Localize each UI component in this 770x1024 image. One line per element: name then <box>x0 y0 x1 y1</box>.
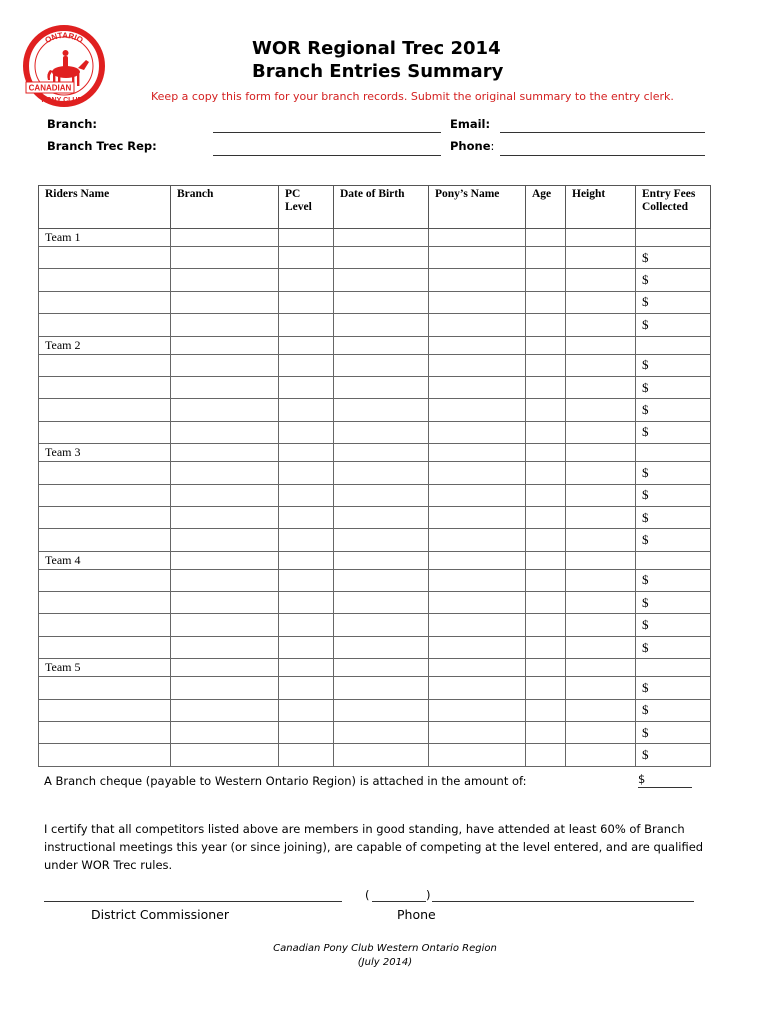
entry-cell[interactable] <box>39 399 171 421</box>
entry-fee-cell[interactable]: $ <box>636 484 711 506</box>
entry-cell[interactable] <box>171 636 279 658</box>
entry-cell[interactable] <box>334 592 429 614</box>
entry-cell[interactable] <box>334 506 429 528</box>
entry-cell[interactable] <box>279 569 334 591</box>
entry-cell[interactable] <box>279 314 334 336</box>
entry-cell[interactable] <box>39 529 171 551</box>
entry-fee-cell[interactable]: $ <box>636 699 711 721</box>
entry-cell[interactable] <box>526 636 566 658</box>
table-row <box>39 484 711 506</box>
entry-cell[interactable] <box>526 354 566 376</box>
team-row-cell <box>429 659 526 677</box>
entry-cell[interactable] <box>279 399 334 421</box>
team-row-cell <box>429 444 526 462</box>
entry-cell[interactable] <box>429 529 526 551</box>
entry-cell[interactable] <box>171 744 279 766</box>
signature-phone-label: Phone <box>397 907 436 922</box>
entry-cell[interactable] <box>279 529 334 551</box>
branch-field[interactable] <box>213 132 441 133</box>
entry-cell[interactable] <box>334 421 429 443</box>
entry-cell[interactable] <box>334 699 429 721</box>
entry-cell[interactable] <box>429 699 526 721</box>
team-row-cell <box>171 551 279 569</box>
entry-cell[interactable] <box>526 421 566 443</box>
entry-cell[interactable] <box>171 421 279 443</box>
entry-cell[interactable] <box>429 291 526 313</box>
team-row-cell <box>636 336 711 354</box>
team-row-cell <box>171 229 279 247</box>
entry-cell[interactable] <box>279 376 334 398</box>
entry-cell[interactable] <box>171 462 279 484</box>
entry-cell[interactable] <box>566 569 636 591</box>
entry-cell[interactable] <box>429 636 526 658</box>
team-row-cell <box>566 551 636 569</box>
logo-banner: CANADIAN <box>28 83 72 93</box>
team-row-cell <box>526 336 566 354</box>
entry-cell[interactable] <box>39 269 171 291</box>
team-row-cell <box>171 336 279 354</box>
entry-cell[interactable] <box>526 247 566 269</box>
entry-fee-cell[interactable]: $ <box>636 677 711 699</box>
table-row <box>39 699 711 721</box>
entry-cell[interactable] <box>39 376 171 398</box>
entry-cell[interactable] <box>429 269 526 291</box>
team-row <box>39 229 711 247</box>
entry-cell[interactable] <box>429 569 526 591</box>
entry-cell[interactable] <box>526 677 566 699</box>
table-header-row <box>39 186 711 229</box>
entry-fee-cell[interactable]: $ <box>636 722 711 744</box>
col-branch: Branch <box>171 186 279 229</box>
pony-club-logo <box>22 24 106 108</box>
table-row <box>39 421 711 443</box>
entry-cell[interactable] <box>171 269 279 291</box>
entry-cell[interactable] <box>279 269 334 291</box>
team-row-cell <box>171 444 279 462</box>
entry-cell[interactable] <box>334 529 429 551</box>
entry-fee-cell[interactable]: $ <box>636 269 711 291</box>
entry-cell[interactable] <box>279 354 334 376</box>
entry-cell[interactable] <box>39 592 171 614</box>
entry-cell[interactable] <box>566 722 636 744</box>
team-row-cell <box>526 659 566 677</box>
entry-cell[interactable] <box>526 529 566 551</box>
entry-cell[interactable] <box>279 636 334 658</box>
entry-cell[interactable] <box>334 569 429 591</box>
table-row <box>39 399 711 421</box>
entry-cell[interactable] <box>566 699 636 721</box>
entry-cell[interactable] <box>279 744 334 766</box>
entry-cell[interactable] <box>566 399 636 421</box>
entry-fee-cell[interactable]: $ <box>636 569 711 591</box>
entry-cell[interactable] <box>526 506 566 528</box>
entry-cell[interactable] <box>171 484 279 506</box>
team-row-cell <box>566 336 636 354</box>
entry-cell[interactable] <box>334 677 429 699</box>
table-row <box>39 506 711 528</box>
team-row <box>39 551 711 569</box>
table-row <box>39 592 711 614</box>
entry-cell[interactable] <box>279 677 334 699</box>
entry-cell[interactable] <box>39 677 171 699</box>
col-pc-level: PC Level <box>279 186 334 229</box>
entry-cell[interactable] <box>171 291 279 313</box>
entry-cell[interactable] <box>566 376 636 398</box>
entry-fee-cell[interactable]: $ <box>636 376 711 398</box>
entry-cell[interactable] <box>429 376 526 398</box>
entry-cell[interactable] <box>429 744 526 766</box>
col-entry-fees: Entry Fees Collected <box>636 186 711 229</box>
team-row-cell <box>171 659 279 677</box>
team-row-cell <box>279 551 334 569</box>
entry-cell[interactable] <box>566 592 636 614</box>
entry-cell[interactable] <box>39 314 171 336</box>
entry-cell[interactable] <box>526 376 566 398</box>
entry-cell[interactable] <box>566 744 636 766</box>
team-row-cell <box>334 551 429 569</box>
entry-cell[interactable] <box>279 421 334 443</box>
entry-cell[interactable] <box>334 291 429 313</box>
entry-cell[interactable] <box>526 291 566 313</box>
entry-cell[interactable] <box>39 614 171 636</box>
entry-cell[interactable] <box>39 354 171 376</box>
entry-cell[interactable] <box>171 506 279 528</box>
team-row-cell <box>279 659 334 677</box>
entry-cell[interactable] <box>171 354 279 376</box>
team-row-cell <box>334 229 429 247</box>
branch-rep-field[interactable] <box>213 155 441 156</box>
table-row <box>39 376 711 398</box>
table-row <box>39 614 711 636</box>
entry-cell[interactable] <box>566 462 636 484</box>
table-row <box>39 677 711 699</box>
team-row-cell <box>279 444 334 462</box>
team-label: Team 2 <box>39 336 171 354</box>
table-row <box>39 291 711 313</box>
team-row-cell <box>429 551 526 569</box>
entry-cell[interactable] <box>39 247 171 269</box>
table-row <box>39 744 711 766</box>
entry-cell[interactable] <box>334 376 429 398</box>
table-row <box>39 636 711 658</box>
entry-cell[interactable] <box>334 269 429 291</box>
footer-date: (July 2014) <box>357 957 413 968</box>
team-row-cell <box>636 659 711 677</box>
entry-cell[interactable] <box>334 636 429 658</box>
entry-cell[interactable] <box>171 699 279 721</box>
team-label: Team 4 <box>39 551 171 569</box>
entry-cell[interactable] <box>334 614 429 636</box>
entry-cell[interactable] <box>526 614 566 636</box>
entry-cell[interactable] <box>39 699 171 721</box>
team-label: Team 1 <box>39 229 171 247</box>
team-row-cell <box>429 336 526 354</box>
cheque-statement: A Branch cheque (payable to Western Ontario Region) is attached in the amount of: <box>44 774 527 788</box>
entry-cell[interactable] <box>566 247 636 269</box>
team-row-cell <box>429 229 526 247</box>
signature-phone-field[interactable] <box>432 901 694 902</box>
entry-cell[interactable] <box>566 354 636 376</box>
entry-cell[interactable] <box>39 484 171 506</box>
entry-cell[interactable] <box>566 269 636 291</box>
entry-cell[interactable] <box>429 399 526 421</box>
table-row <box>39 314 711 336</box>
entry-cell[interactable] <box>566 506 636 528</box>
certification-text: I certify that all competitors listed above are members in good standing, have attended at least 60% of Branch instructional meetings this year (or since joining), are capable of competing at the level entered, and are qualified under WOR Trec rules. <box>44 822 704 872</box>
entry-cell[interactable] <box>429 462 526 484</box>
team-row-cell <box>279 336 334 354</box>
entry-cell[interactable] <box>279 592 334 614</box>
entry-cell[interactable] <box>334 354 429 376</box>
table-row <box>39 722 711 744</box>
entry-cell[interactable] <box>279 722 334 744</box>
team-row-cell <box>636 229 711 247</box>
entry-cell[interactable] <box>429 722 526 744</box>
entry-cell[interactable] <box>429 677 526 699</box>
team-row <box>39 444 711 462</box>
entry-cell[interactable] <box>526 462 566 484</box>
entry-fee-cell[interactable]: $ <box>636 614 711 636</box>
table-row <box>39 247 711 269</box>
entry-cell[interactable] <box>429 247 526 269</box>
col-pony-name: Pony’s Name <box>429 186 526 229</box>
entry-cell[interactable] <box>334 462 429 484</box>
entry-cell[interactable] <box>526 699 566 721</box>
email-label: Email: <box>450 117 491 131</box>
team-row-cell <box>566 229 636 247</box>
entry-cell[interactable] <box>279 506 334 528</box>
entry-cell[interactable] <box>526 592 566 614</box>
entry-fee-cell[interactable]: $ <box>636 421 711 443</box>
logo-bottom-text: PONY CLUB <box>41 97 83 104</box>
team-row-cell <box>334 336 429 354</box>
entry-cell[interactable] <box>39 462 171 484</box>
entry-cell[interactable] <box>566 484 636 506</box>
entry-fee-cell[interactable]: $ <box>636 592 711 614</box>
entry-cell[interactable] <box>279 462 334 484</box>
team-row-cell <box>334 444 429 462</box>
entry-cell[interactable] <box>429 314 526 336</box>
entry-cell[interactable] <box>334 247 429 269</box>
entry-cell[interactable] <box>171 529 279 551</box>
team-label: Team 5 <box>39 659 171 677</box>
entry-cell[interactable] <box>39 506 171 528</box>
entry-cell[interactable] <box>566 314 636 336</box>
entry-cell[interactable] <box>39 744 171 766</box>
phone-label-text: Phone <box>450 139 491 153</box>
table-row <box>39 269 711 291</box>
entry-cell[interactable] <box>279 247 334 269</box>
table-row <box>39 529 711 551</box>
entry-cell[interactable] <box>334 484 429 506</box>
entry-cell[interactable] <box>429 354 526 376</box>
entry-cell[interactable] <box>566 636 636 658</box>
area-code-field[interactable] <box>372 901 426 902</box>
entry-fee-cell[interactable]: $ <box>636 291 711 313</box>
entry-cell[interactable] <box>566 677 636 699</box>
entry-cell[interactable] <box>39 421 171 443</box>
entry-cell[interactable] <box>334 314 429 336</box>
entry-cell[interactable] <box>39 636 171 658</box>
logo-ring-text: ONTARIO <box>43 30 85 45</box>
entry-cell[interactable] <box>279 614 334 636</box>
entry-cell[interactable] <box>171 677 279 699</box>
entry-cell[interactable] <box>334 722 429 744</box>
entry-cell[interactable] <box>171 592 279 614</box>
entry-cell[interactable] <box>171 569 279 591</box>
entry-cell[interactable] <box>279 291 334 313</box>
branch-rep-label: Branch Trec Rep: <box>47 139 157 153</box>
entry-fee-cell[interactable]: $ <box>636 354 711 376</box>
entry-cell[interactable] <box>526 484 566 506</box>
entry-cell[interactable] <box>566 614 636 636</box>
entry-cell[interactable] <box>279 699 334 721</box>
team-row-cell <box>526 444 566 462</box>
entry-cell[interactable] <box>526 744 566 766</box>
entry-cell[interactable] <box>334 399 429 421</box>
entry-cell[interactable] <box>171 314 279 336</box>
entry-cell[interactable] <box>429 421 526 443</box>
phone-paren-open: ( <box>365 888 370 902</box>
table-row <box>39 569 711 591</box>
footer-organization: Canadian Pony Club Western Ontario Region <box>273 943 497 954</box>
entry-cell[interactable] <box>279 484 334 506</box>
entry-fee-cell[interactable]: $ <box>636 247 711 269</box>
entry-fee-cell[interactable]: $ <box>636 506 711 528</box>
team-label: Team 3 <box>39 444 171 462</box>
entry-fee-cell[interactable]: $ <box>636 462 711 484</box>
page-subtitle: Branch Entries Summary <box>252 61 504 82</box>
col-date-of-birth: Date of Birth <box>334 186 429 229</box>
team-row-cell <box>334 659 429 677</box>
team-row-cell <box>566 444 636 462</box>
commissioner-signature-line[interactable] <box>44 901 342 902</box>
cheque-amount-field[interactable]: $ <box>638 772 692 788</box>
team-row-cell <box>526 551 566 569</box>
entry-cell[interactable] <box>429 614 526 636</box>
phone-label <box>450 139 494 153</box>
phone-paren-close: ) <box>426 888 431 902</box>
table-row <box>39 462 711 484</box>
entry-cell[interactable] <box>171 722 279 744</box>
team-row-cell <box>636 444 711 462</box>
team-row-cell <box>279 229 334 247</box>
phone-label-colon: : <box>490 139 495 153</box>
team-row-cell <box>526 229 566 247</box>
entry-cell[interactable] <box>171 614 279 636</box>
entry-fee-cell[interactable]: $ <box>636 636 711 658</box>
entry-cell[interactable] <box>566 529 636 551</box>
col-height: Height <box>566 186 636 229</box>
entry-cell[interactable] <box>526 722 566 744</box>
team-row <box>39 336 711 354</box>
page-title: WOR Regional Trec 2014 <box>252 38 501 59</box>
entry-fee-cell[interactable]: $ <box>636 399 711 421</box>
entry-fee-cell[interactable]: $ <box>636 314 711 336</box>
instructions-notice: Keep a copy this form for your branch records. Submit the original summary to the entry clerk. <box>151 90 674 103</box>
entry-cell[interactable] <box>526 314 566 336</box>
entry-cell[interactable] <box>566 421 636 443</box>
table-row <box>39 354 711 376</box>
entry-cell[interactable] <box>334 744 429 766</box>
col-riders-name: Riders Name <box>39 186 171 229</box>
team-row-cell <box>636 551 711 569</box>
entry-cell[interactable] <box>526 269 566 291</box>
entry-fee-cell[interactable]: $ <box>636 529 711 551</box>
entry-cell[interactable] <box>171 399 279 421</box>
district-commissioner-label: District Commissioner <box>91 907 229 922</box>
entry-cell[interactable] <box>526 399 566 421</box>
team-row-cell <box>566 659 636 677</box>
entry-cell[interactable] <box>429 484 526 506</box>
entries-table <box>38 185 711 767</box>
entry-cell[interactable] <box>39 722 171 744</box>
entry-cell[interactable] <box>566 291 636 313</box>
branch-label: Branch: <box>47 117 97 131</box>
entry-cell[interactable] <box>39 291 171 313</box>
team-row <box>39 659 711 677</box>
entry-cell[interactable] <box>171 247 279 269</box>
entry-cell[interactable] <box>171 376 279 398</box>
entry-cell[interactable] <box>429 592 526 614</box>
entry-cell[interactable] <box>526 569 566 591</box>
email-field[interactable] <box>500 132 705 133</box>
entry-cell[interactable] <box>39 569 171 591</box>
entry-fee-cell[interactable]: $ <box>636 744 711 766</box>
col-age: Age <box>526 186 566 229</box>
entry-cell[interactable] <box>429 506 526 528</box>
phone-field[interactable] <box>500 155 705 156</box>
